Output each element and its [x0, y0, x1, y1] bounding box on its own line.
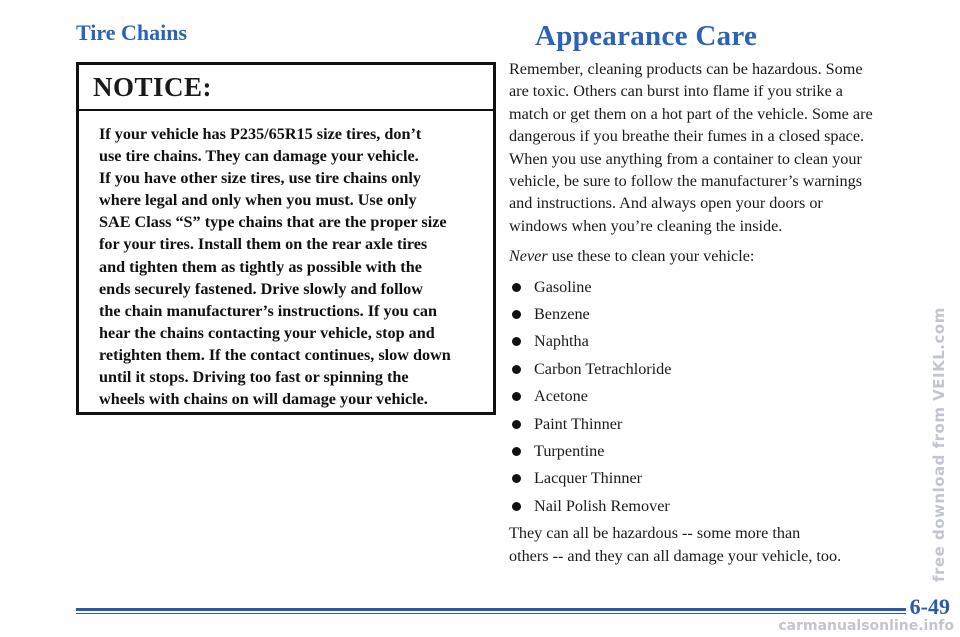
notice-line: retighten them. If the contact continues, slow down: [99, 345, 451, 364]
list-item-label: Lacquer Thinner: [534, 469, 643, 488]
intro-line: vehicle, be sure to follow the manufacturer’s warnings: [509, 172, 863, 191]
tire-chains-heading: Tire Chains: [76, 20, 188, 45]
list-item-label: Nail Polish Remover: [534, 496, 670, 515]
list-item-label: Gasoline: [534, 277, 592, 296]
appearance-care-content: [509, 58, 954, 567]
intro-line: Remember, cleaning products can be hazardous. Some: [509, 60, 863, 78]
side-watermark-text: free download from VEIKL.com: [930, 307, 948, 582]
list-item-label: Acetone: [534, 387, 588, 406]
bullet-icon: [512, 310, 521, 319]
never-emphasis: Never: [509, 247, 548, 266]
closing-paragraph: [509, 522, 954, 567]
list-item: [509, 303, 954, 330]
notice-line: for your tires. Install them on the rear axle tires: [99, 235, 428, 254]
notice-line: If you have other size tires, use tire chains only: [99, 169, 421, 188]
intro-line: dangerous if you breathe their fumes in a closed space.: [509, 127, 865, 146]
notice-line: wheels with chains on will damage your vehicle.: [99, 390, 428, 409]
list-item-label: Benzene: [534, 305, 590, 324]
list-item-label: Paint Thinner: [534, 414, 623, 433]
list-item: [509, 495, 954, 522]
list-item: [509, 330, 954, 357]
list-item: [509, 467, 954, 494]
page-number: 6-49: [909, 594, 950, 619]
intro-line: match or get them on a hot part of the vehicle. Some are: [509, 104, 873, 123]
bullet-icon: [512, 337, 521, 346]
bullet-icon: [512, 420, 521, 429]
notice-box: [76, 62, 496, 415]
notice-line: If your vehicle has P235/65R15 size tires, don’t: [99, 125, 422, 143]
bullet-icon: [512, 447, 521, 456]
list-item: [509, 413, 954, 440]
intro-paragraph: [509, 58, 954, 237]
notice-line: and tighten them as tightly as possible with the: [99, 257, 422, 276]
never-use-line: [509, 245, 954, 267]
notice-line: until it stops. Driving too fast or spinning the: [99, 368, 409, 387]
notice-line: use tire chains. They can damage your vehicle.: [99, 147, 419, 166]
list-item-label: Carbon Tetrachloride: [534, 359, 672, 378]
list-item: [509, 276, 954, 303]
side-watermark: [930, 212, 952, 582]
closing-line: others -- and they can all damage your vehicle, too.: [509, 546, 842, 565]
notice-body: [79, 111, 493, 410]
list-item-label: Turpentine: [534, 442, 605, 460]
notice-line: SAE Class “S” type chains that are the proper size: [99, 213, 447, 232]
bottom-watermark: carmanualsonline.info: [778, 618, 954, 634]
notice-heading: NOTICE:: [79, 65, 493, 111]
notice-line: the chain manufacturer’s instructions. If you can: [99, 301, 437, 320]
intro-line: are toxic. Others can burst into flame if you strike a: [509, 82, 843, 101]
bullet-icon: [512, 283, 521, 292]
footer-rule-thin: [76, 613, 906, 614]
closing-line: They can all be hazardous -- some more than: [509, 524, 801, 543]
hazardous-products-list: [509, 276, 954, 523]
footer-rule: [76, 608, 906, 611]
intro-line: and instructions. And always open your doors or: [509, 194, 823, 213]
appearance-care-heading: Appearance Care: [535, 20, 758, 52]
bullet-icon: [512, 474, 521, 483]
notice-line: hear the chains contacting your vehicle, stop and: [99, 323, 435, 342]
bullet-icon: [512, 392, 521, 401]
intro-line: When you use anything from a container to clean your: [509, 149, 862, 168]
notice-line: where legal and only when you must. Use only: [99, 191, 417, 210]
bullet-icon: [512, 502, 521, 511]
list-item: [509, 358, 954, 385]
notice-line: ends securely fastened. Drive slowly and follow: [99, 279, 423, 298]
intro-line: windows when you’re cleaning the inside.: [509, 216, 783, 235]
list-item-label: Naphtha: [534, 332, 589, 351]
bullet-icon: [512, 365, 521, 374]
never-use-rest: use these to clean your vehicle:: [547, 247, 755, 266]
list-item: [509, 440, 954, 467]
list-item: [509, 385, 954, 412]
